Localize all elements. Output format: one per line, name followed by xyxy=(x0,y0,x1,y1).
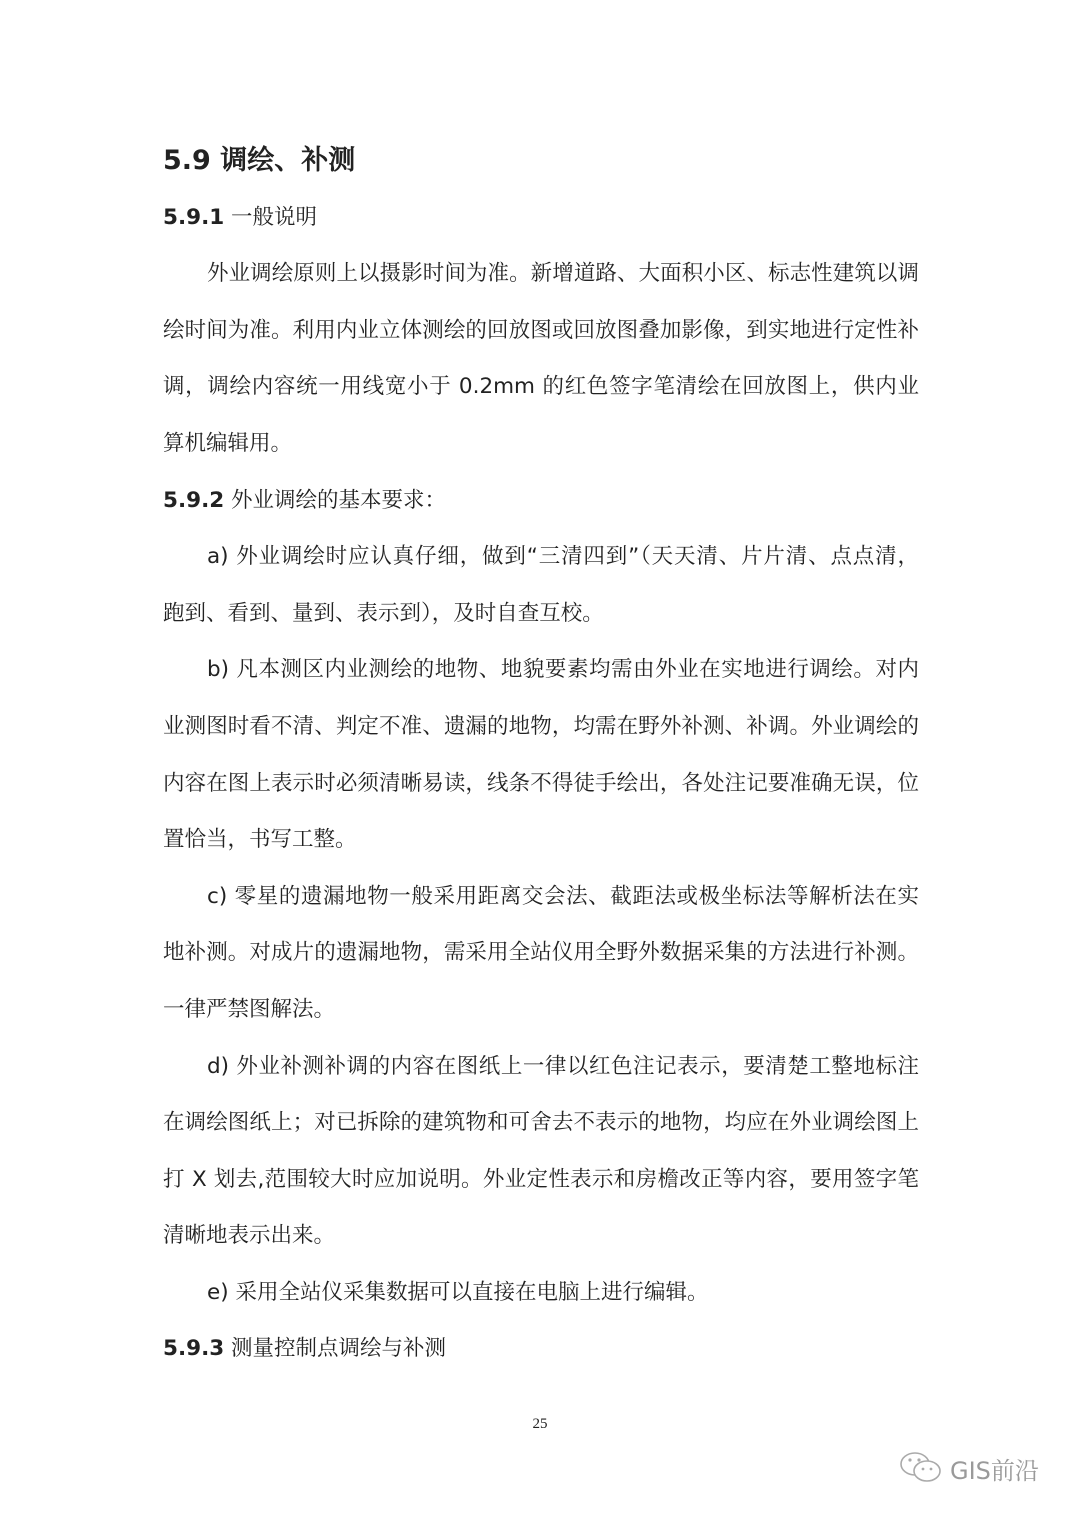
watermark xyxy=(898,1450,1039,1486)
subsection-title: 测量控制点调绘与补测 xyxy=(224,1336,447,1362)
text-line: d) 外业补测补调的内容在图纸上一律以红色注记表示，要清楚工整地标注 xyxy=(207,1053,919,1079)
text-line: c) 零星的遗漏地物一般采用距离交会法、截距法或极坐标法等解析法在实 xyxy=(207,883,919,909)
text-line: 调，调绘内容统一用线宽小于 0.2mm 的红色签字笔清绘在回放图上，供内业 xyxy=(163,374,919,400)
wechat-icon xyxy=(898,1450,944,1486)
section-title: 5.9 调绘、补测 xyxy=(163,145,356,176)
text-line: 内容在图上表示时必须清晰易读，线条不得徒手绘出，各处注记要准确无误，位 xyxy=(163,770,919,796)
page-number: 25 xyxy=(532,1416,548,1432)
text-line: 跑到、看到、量到、表示到），及时自查互校。 xyxy=(163,600,604,626)
paragraph-c xyxy=(163,869,919,1039)
subsection-5-9-2 xyxy=(163,473,919,530)
text-line: e) 采用全站仪采集数据可以直接在电脑上进行编辑。 xyxy=(207,1279,709,1305)
text-line: 清晰地表示出来。 xyxy=(163,1223,336,1249)
text-line: 在调绘图纸上；对已拆除的建筑物和可舍去不表示的地物，均应在外业调绘图上 xyxy=(163,1110,919,1136)
watermark-text: GIS前沿 xyxy=(950,1456,1039,1485)
text-line: 业测图时看不清、判定不准、遗漏的地物，均需在野外补测、补调。外业调绘的 xyxy=(163,713,919,739)
paragraph-general xyxy=(163,246,919,472)
subsection-title: 一般说明 xyxy=(224,204,318,230)
paragraph-d xyxy=(163,1039,919,1265)
text-line: 打 X 划去,范围较大时应加说明。外业定性表示和房檐改正等内容，要用签字笔 xyxy=(163,1166,919,1192)
paragraph-a xyxy=(163,529,919,642)
text-line: b) 凡本测区内业测绘的地物、地貌要素均需由外业在实地进行调绘。对内 xyxy=(207,657,919,683)
text-line: 置恰当，书写工整。 xyxy=(163,827,357,853)
subsection-number: 5.9.1 xyxy=(163,204,225,230)
paragraph-e xyxy=(163,1265,919,1322)
paragraph-b xyxy=(163,642,919,868)
text-line: a) 外业调绘时应认真仔细，做到“三清四到”（天天清、片片清、点点清， xyxy=(207,544,919,570)
document-page xyxy=(163,133,919,1378)
subsection-number: 5.9.3 xyxy=(163,1336,225,1362)
subsection-number: 5.9.2 xyxy=(163,487,225,513)
text-line: 绘时间为准。利用内业立体测绘的回放图或回放图叠加影像，到实地进行定性补 xyxy=(163,317,919,343)
text-line: 地补测。对成片的遗漏地物，需采用全站仪用全野外数据采集的方法进行补测。 xyxy=(163,940,919,966)
text-line: 算机编辑用。 xyxy=(163,430,293,456)
text-line: 外业调绘原则上以摄影时间为准。新增道路、大面积小区、标志性建筑以调 xyxy=(207,261,919,287)
text-line: 一律严禁图解法。 xyxy=(163,996,336,1022)
subsection-5-9-3 xyxy=(163,1321,919,1378)
subsection-5-9-1 xyxy=(163,190,919,247)
subsection-title: 外业调绘的基本要求： xyxy=(224,487,447,513)
